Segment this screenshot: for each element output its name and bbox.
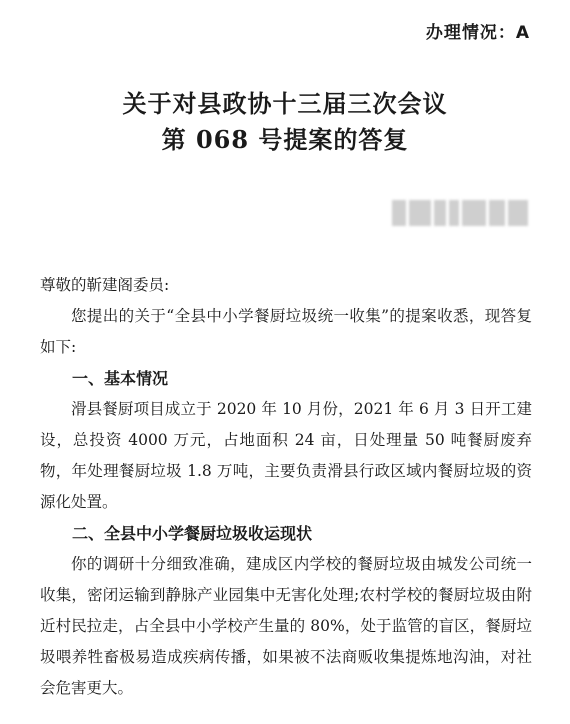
redacted-document-number bbox=[392, 200, 530, 226]
section-2-heading: 二、全县中小学餐厨垃圾收运现状 bbox=[72, 524, 313, 543]
document-body bbox=[40, 270, 532, 704]
section-1-body: 滑县餐厨项目成立于 2020 年 10 月份，2021 年 6 月 3 日开工建设，总投资 4000 万元，占地面积 24 亩，日处理量 50 吨餐厨废弃物，年处理餐厨垃圾 1.8 万吨，主要负责滑县行政区域内餐厨垃圾的资源化处置。 bbox=[40, 400, 532, 511]
document-title bbox=[0, 86, 570, 158]
intro-paragraph: 您提出的关于“全县中小学餐厨垃圾统一收集”的提案收悉，现答复如下: bbox=[40, 307, 532, 356]
section-1-heading: 一、基本情况 bbox=[72, 369, 169, 388]
title-line-1: 关于对县政协十三届三次会议 bbox=[122, 89, 448, 118]
section-2-body: 你的调研十分细致准确，建成区内学校的餐厨垃圾由城发公司统一收集，密闭运输到静脉产业园集中无害化处理;农村学校的餐厨垃圾由附近村民拉走，占全县中小学校产生量的 80%，处于监管的盲区，餐厨垃圾喂养牲畜极易造成疾病传播，如果被不法商贩收集提炼地沟油，对社会危害更大。 bbox=[40, 555, 532, 697]
title-line-2: 第 068 号提案的答复 bbox=[161, 125, 409, 154]
salutation: 尊敬的靳建阁委员: bbox=[40, 276, 170, 294]
handling-status: 办理情况：A bbox=[425, 23, 530, 43]
